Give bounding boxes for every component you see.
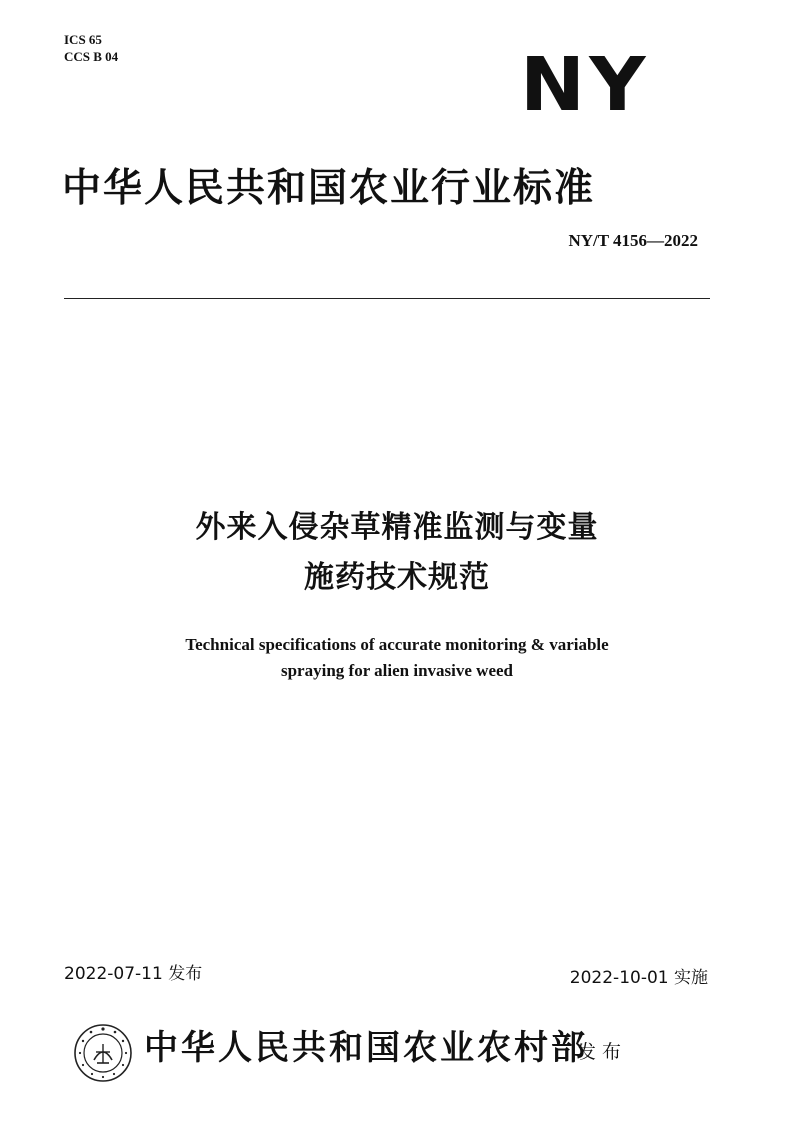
title-chinese [0,503,794,603]
ministry-seal-icon [72,1022,134,1084]
issue-date: 2022-07-11 发布 [64,964,203,984]
title-en-line-2: spraying for alien invasive weed [280,661,514,680]
classification-codes [64,31,118,65]
standard-number: NY/T 4156—2022 [568,231,698,250]
standard-category: 中华人民共和国农业行业标准 [62,166,596,211]
publish-label: 发布 [577,1041,628,1063]
title-zh-line-1: 外来入侵杂草精准监测与变量 [195,510,599,545]
header-divider [64,298,710,299]
issuing-ministry: 中华人民共和国农业农村部 [144,1028,588,1068]
title-en-line-1: Technical specifications of accurate monitoring & variable [185,635,609,654]
title-english [0,632,794,684]
implementation-date: 2022-10-01 实施 [569,968,708,988]
ccs-code: CCS B 04 [64,49,119,64]
title-zh-line-2: 施药技术规范 [304,560,490,595]
ics-code: ICS 65 [64,32,102,47]
ny-logo: NY [520,42,650,128]
